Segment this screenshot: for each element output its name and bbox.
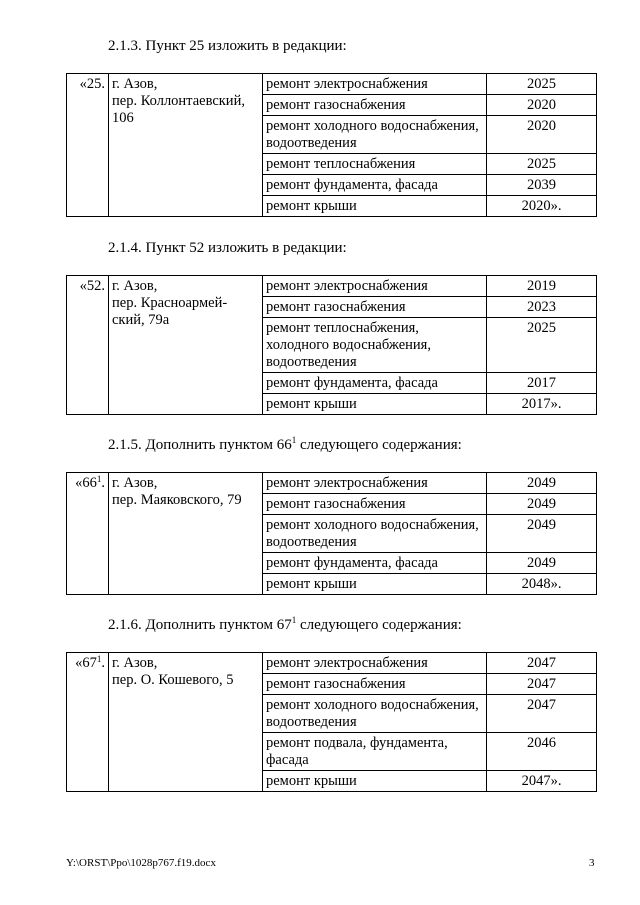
year-cell: 2047 — [487, 695, 597, 733]
table-row — [67, 473, 597, 494]
year-cell: 2020 — [487, 95, 597, 116]
address-cell — [109, 653, 263, 792]
address-city: г. Азов, — [112, 655, 158, 671]
heading-text: 2.1.5. Дополнить пунктом 66 — [108, 437, 292, 453]
footer-file-path: Y:\ORST\Ppo\1028p767.f19.docx — [66, 857, 216, 869]
year-cell: 2047 — [487, 653, 597, 674]
work-cell: ремонт холодного водоснабжения, водоотведения — [263, 116, 487, 154]
item-number: «52. — [67, 276, 109, 415]
heading-superscript: 1 — [291, 435, 297, 445]
address-cell — [109, 473, 263, 595]
address-city: г. Азов, — [112, 278, 158, 294]
year-cell: 2049 — [487, 494, 597, 515]
year-cell: 2049 — [487, 515, 597, 553]
work-cell: ремонт газоснабжения — [263, 95, 487, 116]
year-cell: 2017». — [487, 394, 597, 415]
year-cell: 2047 — [487, 674, 597, 695]
work-cell: ремонт фундамента, фасада — [263, 175, 487, 196]
section-table-3 — [66, 472, 597, 595]
address-street: пер. Коллонтаевский, 106 — [112, 93, 245, 126]
address-cell — [109, 74, 263, 217]
address-city: г. Азов, — [112, 475, 158, 491]
section-heading-3 — [108, 436, 462, 454]
year-cell: 2049 — [487, 553, 597, 574]
work-cell: ремонт холодного водоснабжения, водоотведения — [263, 695, 487, 733]
work-cell: ремонт газоснабжения — [263, 674, 487, 695]
item-number-text: «67 — [75, 655, 97, 671]
work-cell: ремонт фундамента, фасада — [263, 373, 487, 394]
work-cell: ремонт электроснабжения — [263, 653, 487, 674]
work-cell: ремонт крыши — [263, 394, 487, 415]
address-street: пер. О. Кошевого, 5 — [112, 672, 234, 688]
section-table-4 — [66, 652, 597, 792]
work-cell: ремонт электроснабжения — [263, 74, 487, 95]
item-number-dot: . — [101, 655, 105, 671]
table-row — [67, 276, 597, 297]
item-number-superscript: 1 — [96, 474, 102, 484]
address-street: пер. Маяковского, 79 — [112, 492, 242, 508]
year-cell: 2017 — [487, 373, 597, 394]
work-cell: ремонт теплоснабжения — [263, 154, 487, 175]
table-row — [67, 653, 597, 674]
work-cell: ремонт газоснабжения — [263, 297, 487, 318]
section-heading-1: 2.1.3. Пункт 25 изложить в редакции: — [108, 38, 347, 54]
work-cell: ремонт фундамента, фасада — [263, 553, 487, 574]
year-cell: 2039 — [487, 175, 597, 196]
year-cell: 2046 — [487, 733, 597, 771]
year-cell: 2025 — [487, 318, 597, 373]
heading-text: следующего содержания: — [296, 617, 462, 633]
year-cell: 2023 — [487, 297, 597, 318]
heading-superscript: 1 — [291, 615, 297, 625]
item-number — [67, 653, 109, 792]
address-city: г. Азов, — [112, 76, 158, 92]
item-number — [67, 473, 109, 595]
page-number: 3 — [589, 857, 595, 869]
section-table-1 — [66, 73, 597, 217]
heading-text: следующего содержания: — [296, 437, 462, 453]
work-cell: ремонт крыши — [263, 574, 487, 595]
work-cell: ремонт крыши — [263, 196, 487, 217]
year-cell: 2047». — [487, 771, 597, 792]
year-cell: 2025 — [487, 154, 597, 175]
item-number-superscript: 1 — [96, 654, 102, 664]
section-heading-2: 2.1.4. Пункт 52 изложить в редакции: — [108, 240, 347, 256]
work-cell: ремонт подвала, фундамента, фасада — [263, 733, 487, 771]
table-row — [67, 74, 597, 95]
heading-text: 2.1.6. Дополнить пунктом 67 — [108, 617, 292, 633]
year-cell: 2020». — [487, 196, 597, 217]
address-street: пер. Красноармей-ский, 79а — [112, 295, 228, 328]
work-cell: ремонт холодного водоснабжения, водоотведения — [263, 515, 487, 553]
item-number: «25. — [67, 74, 109, 217]
work-cell: ремонт электроснабжения — [263, 473, 487, 494]
year-cell: 2049 — [487, 473, 597, 494]
work-cell: ремонт теплоснабжения, холодного водоснабжения, водоотведения — [263, 318, 487, 373]
year-cell: 2019 — [487, 276, 597, 297]
work-cell: ремонт электроснабжения — [263, 276, 487, 297]
item-number-text: «66 — [75, 475, 97, 491]
section-table-2 — [66, 275, 597, 415]
year-cell: 2020 — [487, 116, 597, 154]
year-cell: 2025 — [487, 74, 597, 95]
item-number-dot: . — [101, 475, 105, 491]
work-cell: ремонт крыши — [263, 771, 487, 792]
address-cell — [109, 276, 263, 415]
year-cell: 2048». — [487, 574, 597, 595]
work-cell: ремонт газоснабжения — [263, 494, 487, 515]
section-heading-4 — [108, 616, 462, 634]
